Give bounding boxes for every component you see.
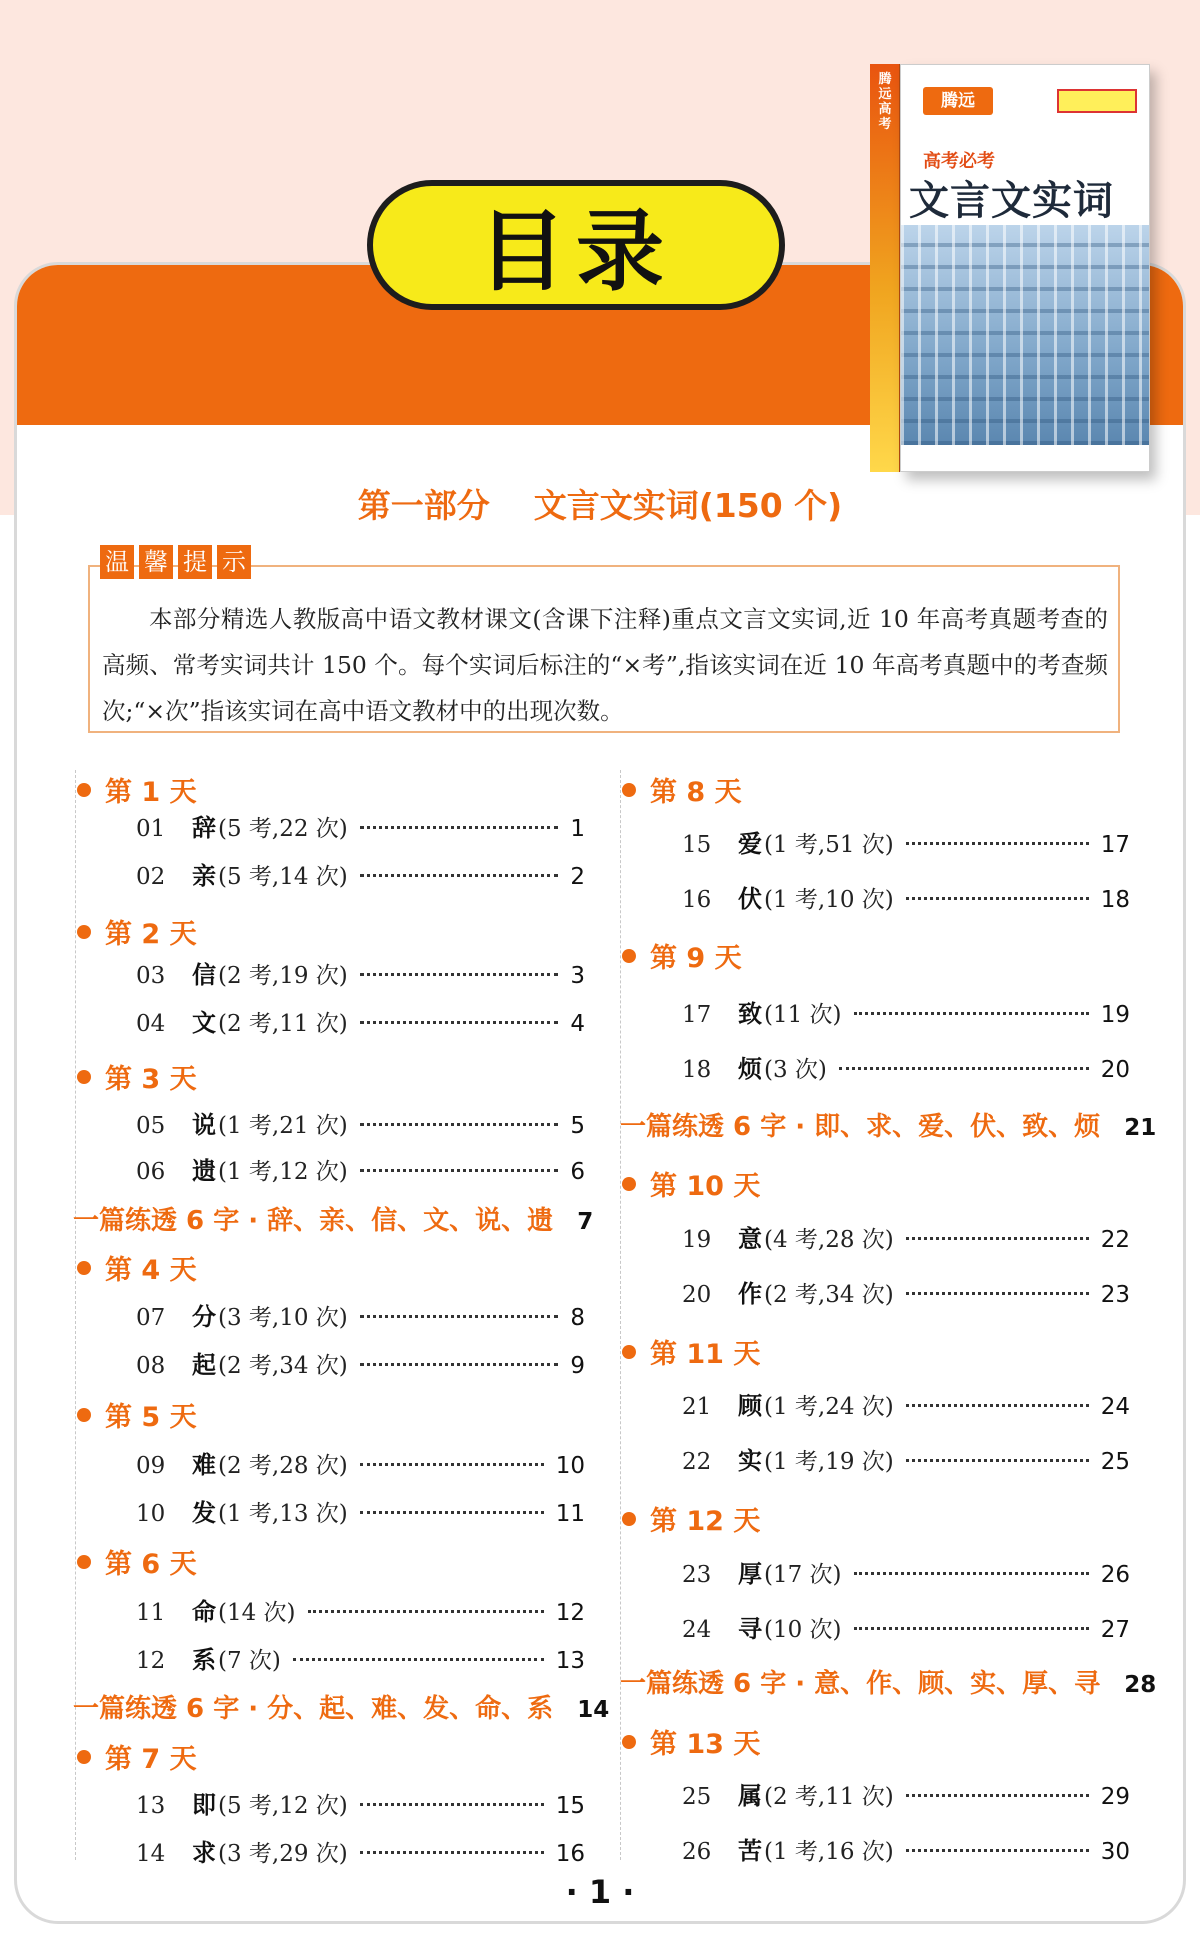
day-label: 第 11 天 — [650, 1339, 761, 1370]
entry-number: 16 — [682, 887, 712, 913]
practice-page-number: 28 — [1124, 1672, 1157, 1698]
entry-word: 命 — [192, 1598, 216, 1626]
tip-label-char: 温 — [100, 545, 134, 579]
entry-number: 02 — [136, 864, 166, 890]
entry-page-number: 27 — [1100, 1617, 1130, 1643]
entry-page-number: 12 — [555, 1600, 585, 1626]
day-label: 第 1 天 — [105, 777, 197, 808]
part-title: 文言文实词(150 个) — [533, 486, 843, 525]
entry-number: 09 — [136, 1453, 166, 1479]
bullet-dot-icon — [77, 1555, 91, 1569]
entry-word: 说 — [192, 1111, 216, 1139]
tip-text: 本部分精选人教版高中语文教材课文(含课下注释)重点文言文实词,近 10 年高考真题考查的高频、常考实词共计 150 个。每个实词后标注的“×考”,指该实词在近 10 年高考真题中的考查频次;“×次”指该实词在高中语文教材中的出现次数。 — [102, 605, 1108, 725]
entry-word: 文 — [192, 1009, 216, 1037]
tip-label — [100, 545, 256, 579]
entry-page-number: 30 — [1100, 1839, 1130, 1865]
entry-frequency: (1 考,51 次) — [764, 832, 894, 858]
entry-word: 难 — [192, 1451, 216, 1479]
entry-frequency: (2 考,11 次) — [218, 1011, 348, 1037]
entry-word: 分 — [192, 1303, 216, 1331]
bullet-dot-icon — [77, 1408, 91, 1422]
entry-page-number: 26 — [1100, 1562, 1130, 1588]
entry-frequency: (4 考,28 次) — [764, 1227, 894, 1253]
entry-frequency: (5 考,12 次) — [218, 1793, 348, 1819]
entry-frequency: (3 考,10 次) — [218, 1305, 348, 1331]
practice-title: 一篇练透 6 字 · 即、求、爱、伏、致、烦 — [620, 1112, 1101, 1142]
entry-page-number: 11 — [555, 1501, 585, 1527]
entry-frequency: (1 考,13 次) — [218, 1501, 348, 1527]
entry-number: 11 — [136, 1600, 166, 1626]
book-spine — [870, 64, 900, 472]
entry-word: 即 — [192, 1791, 216, 1819]
book-front — [900, 64, 1150, 472]
toc-entry[interactable] — [75, 1493, 585, 1528]
book-maze-illustration — [901, 225, 1150, 445]
entry-number: 07 — [136, 1305, 166, 1331]
entry-number: 22 — [682, 1449, 712, 1475]
dot-leader — [906, 1459, 1089, 1462]
practice-title: 一篇练透 6 字 · 辞、亲、信、文、说、遗 — [73, 1206, 554, 1236]
dot-leader — [854, 1572, 1089, 1575]
dot-leader — [360, 1851, 544, 1854]
toc-entry[interactable] — [75, 1592, 585, 1627]
entry-frequency: (1 考,21 次) — [218, 1113, 348, 1139]
bullet-dot-icon — [77, 1070, 91, 1084]
entry-page-number: 3 — [570, 963, 585, 989]
day-heading — [622, 1722, 1130, 1761]
entry-frequency: (2 考,34 次) — [218, 1353, 348, 1379]
dot-leader — [906, 842, 1089, 845]
entry-page-number: 13 — [555, 1648, 585, 1674]
practice-title: 一篇练透 6 字 · 分、起、难、发、命、系 — [73, 1694, 554, 1724]
day-heading — [77, 1248, 585, 1287]
practice-entry[interactable] — [73, 1200, 594, 1237]
entry-number: 04 — [136, 1011, 166, 1037]
dot-leader — [906, 1404, 1089, 1407]
day-label: 第 4 天 — [105, 1255, 197, 1286]
book-title: 文言文实词 — [909, 178, 1114, 224]
book-logo: 腾远 — [923, 87, 993, 115]
entry-frequency: (3 考,29 次) — [218, 1841, 348, 1867]
entry-frequency: (3 次) — [764, 1057, 827, 1083]
entry-word: 求 — [192, 1839, 216, 1867]
entry-frequency: (1 考,12 次) — [218, 1159, 348, 1185]
day-heading — [77, 1057, 585, 1096]
day-heading — [622, 1332, 1130, 1371]
entry-page-number: 1 — [570, 816, 585, 842]
toc-entry[interactable] — [620, 824, 1130, 859]
entry-page-number: 15 — [555, 1793, 585, 1819]
book-footer — [901, 445, 1150, 472]
entry-number: 18 — [682, 1057, 712, 1083]
part-heading — [0, 480, 1200, 527]
practice-page-number: 7 — [577, 1209, 594, 1235]
entry-frequency: (5 考,22 次) — [218, 816, 348, 842]
tip-label-char: 提 — [178, 545, 212, 579]
toc-entry[interactable] — [75, 1105, 585, 1140]
day-label: 第 8 天 — [650, 777, 742, 808]
entry-frequency: (1 考,16 次) — [764, 1839, 894, 1865]
entry-word: 实 — [738, 1447, 762, 1475]
entry-frequency: (1 考,19 次) — [764, 1449, 894, 1475]
dot-leader — [360, 1123, 559, 1126]
entry-page-number: 29 — [1100, 1784, 1130, 1810]
book-tag-badge — [1057, 89, 1137, 113]
entry-number: 20 — [682, 1282, 712, 1308]
entry-word: 作 — [738, 1280, 762, 1308]
day-heading — [77, 1737, 585, 1776]
book-spine-text: 腾远高考 — [878, 72, 892, 132]
page-number: · 1 · — [565, 1873, 635, 1911]
dot-leader — [360, 1363, 559, 1366]
entry-number: 13 — [136, 1793, 166, 1819]
entry-page-number: 6 — [570, 1159, 585, 1185]
tip-label-char: 示 — [217, 545, 251, 579]
entry-number: 17 — [682, 1002, 712, 1028]
day-heading — [622, 1499, 1130, 1538]
toc-entry[interactable] — [620, 1274, 1130, 1309]
entry-number: 26 — [682, 1839, 712, 1865]
bullet-dot-icon — [622, 1345, 636, 1359]
dot-leader — [839, 1067, 1089, 1070]
entry-frequency: (1 考,10 次) — [764, 887, 894, 913]
entry-word: 信 — [192, 961, 216, 989]
toc-entry[interactable] — [75, 1833, 585, 1868]
toc-entry[interactable] — [75, 1003, 585, 1038]
entry-word: 伏 — [738, 885, 762, 913]
dot-leader — [293, 1658, 544, 1661]
day-label: 第 13 天 — [650, 1729, 761, 1760]
toc-entry[interactable] — [620, 1441, 1130, 1476]
day-heading — [622, 770, 1130, 809]
day-label: 第 12 天 — [650, 1506, 761, 1537]
toc-entry[interactable] — [620, 1554, 1130, 1589]
entry-word: 属 — [738, 1782, 762, 1810]
dot-leader — [360, 1511, 544, 1514]
book-cover-image — [870, 64, 1150, 472]
entry-page-number: 23 — [1100, 1282, 1130, 1308]
bullet-dot-icon — [622, 1735, 636, 1749]
bullet-dot-icon — [77, 1750, 91, 1764]
dot-leader — [906, 1292, 1089, 1295]
page-title: 目录 — [477, 200, 674, 303]
toc-entry[interactable] — [75, 1640, 585, 1675]
entry-word: 遗 — [192, 1157, 216, 1185]
entry-page-number: 19 — [1100, 1002, 1130, 1028]
day-heading — [622, 936, 1130, 975]
dot-leader — [308, 1610, 544, 1613]
entry-word: 苦 — [738, 1837, 762, 1865]
bullet-dot-icon — [77, 1261, 91, 1275]
dot-leader — [360, 1463, 544, 1466]
toc-entry[interactable] — [620, 994, 1130, 1029]
entry-number: 15 — [682, 832, 712, 858]
dot-leader — [360, 1315, 559, 1318]
dot-leader — [360, 973, 559, 976]
entry-frequency: (2 考,19 次) — [218, 963, 348, 989]
entry-page-number: 18 — [1100, 887, 1130, 913]
entry-number: 23 — [682, 1562, 712, 1588]
entry-word: 烦 — [738, 1055, 762, 1083]
entry-number: 14 — [136, 1841, 166, 1867]
entry-frequency: (11 次) — [764, 1002, 842, 1028]
dot-leader — [906, 897, 1089, 900]
toc-entry[interactable] — [620, 1219, 1130, 1254]
practice-entry[interactable] — [73, 1688, 610, 1725]
entry-number: 19 — [682, 1227, 712, 1253]
entry-word: 寻 — [738, 1615, 762, 1643]
entry-number: 01 — [136, 816, 166, 842]
entry-frequency: (7 次) — [218, 1648, 281, 1674]
entry-number: 21 — [682, 1394, 712, 1420]
entry-number: 10 — [136, 1501, 166, 1527]
dot-leader — [360, 1803, 544, 1806]
entry-number: 05 — [136, 1113, 166, 1139]
entry-frequency: (17 次) — [764, 1562, 842, 1588]
toc-entry[interactable] — [620, 1831, 1130, 1866]
day-label: 第 6 天 — [105, 1549, 197, 1580]
toc-entry[interactable] — [75, 955, 585, 990]
entry-frequency: (5 考,14 次) — [218, 864, 348, 890]
entry-word: 亲 — [192, 862, 216, 890]
bullet-dot-icon — [622, 783, 636, 797]
dot-leader — [906, 1849, 1089, 1852]
page-title-badge — [367, 180, 785, 310]
entry-page-number: 20 — [1100, 1057, 1130, 1083]
entry-frequency: (1 考,24 次) — [764, 1394, 894, 1420]
day-label: 第 2 天 — [105, 919, 197, 950]
toc-entry[interactable] — [75, 1785, 585, 1820]
toc-entry[interactable] — [75, 1345, 585, 1380]
entry-frequency: (2 考,11 次) — [764, 1784, 894, 1810]
dot-leader — [854, 1627, 1089, 1630]
entry-frequency: (2 考,34 次) — [764, 1282, 894, 1308]
toc-entry[interactable] — [75, 1445, 585, 1480]
toc-entry[interactable] — [620, 1609, 1130, 1644]
practice-entry[interactable] — [620, 1663, 1157, 1700]
entry-word: 起 — [192, 1351, 216, 1379]
bullet-dot-icon — [77, 783, 91, 797]
practice-title: 一篇练透 6 字 · 意、作、顾、实、厚、寻 — [620, 1669, 1101, 1699]
entry-word: 顾 — [738, 1392, 762, 1420]
dot-leader — [854, 1012, 1089, 1015]
entry-number: 25 — [682, 1784, 712, 1810]
toc-entry[interactable] — [75, 1151, 585, 1186]
day-heading — [622, 1164, 1130, 1203]
bullet-dot-icon — [622, 949, 636, 963]
day-label: 第 10 天 — [650, 1171, 761, 1202]
entry-page-number: 25 — [1100, 1449, 1130, 1475]
dot-leader — [360, 1169, 559, 1172]
day-heading — [77, 912, 585, 951]
toc-entry[interactable] — [75, 808, 585, 843]
book-subtitle: 高考必考 — [923, 151, 995, 172]
entry-number: 06 — [136, 1159, 166, 1185]
toc-entry[interactable] — [620, 1049, 1130, 1084]
entry-word: 厚 — [738, 1560, 762, 1588]
day-label: 第 9 天 — [650, 943, 742, 974]
part-label: 第一部分 — [357, 486, 490, 525]
entry-word: 意 — [738, 1225, 762, 1253]
entry-word: 系 — [192, 1646, 216, 1674]
entry-frequency: (10 次) — [764, 1617, 842, 1643]
entry-page-number: 10 — [555, 1453, 585, 1479]
practice-entry[interactable] — [620, 1106, 1157, 1143]
entry-page-number: 8 — [570, 1305, 585, 1331]
entry-page-number: 4 — [570, 1011, 585, 1037]
bullet-dot-icon — [622, 1512, 636, 1526]
entry-word: 发 — [192, 1499, 216, 1527]
bullet-dot-icon — [77, 925, 91, 939]
entry-page-number: 9 — [570, 1353, 585, 1379]
day-heading — [77, 770, 585, 809]
toc-entry[interactable] — [75, 856, 585, 891]
toc-entry[interactable] — [75, 1297, 585, 1332]
entry-number: 24 — [682, 1617, 712, 1643]
entry-word: 爱 — [738, 830, 762, 858]
entry-frequency: (2 考,28 次) — [218, 1453, 348, 1479]
bullet-dot-icon — [622, 1177, 636, 1191]
practice-page-number: 14 — [577, 1697, 610, 1723]
day-label: 第 5 天 — [105, 1402, 197, 1433]
dot-leader — [360, 826, 559, 829]
entry-word: 致 — [738, 1000, 762, 1028]
day-label: 第 7 天 — [105, 1744, 197, 1775]
day-label: 第 3 天 — [105, 1064, 197, 1095]
entry-number: 12 — [136, 1648, 166, 1674]
entry-page-number: 16 — [555, 1841, 585, 1867]
entry-word: 辞 — [192, 814, 216, 842]
entry-page-number: 17 — [1100, 832, 1130, 858]
entry-number: 08 — [136, 1353, 166, 1379]
dot-leader — [906, 1237, 1089, 1240]
toc-entry[interactable] — [620, 1776, 1130, 1811]
dot-leader — [906, 1794, 1089, 1797]
practice-page-number: 21 — [1124, 1115, 1157, 1141]
tip-label-char: 馨 — [139, 545, 173, 579]
dot-leader — [360, 1021, 559, 1024]
entry-frequency: (14 次) — [218, 1600, 296, 1626]
entry-page-number: 22 — [1100, 1227, 1130, 1253]
dot-leader — [360, 874, 559, 877]
entry-number: 03 — [136, 963, 166, 989]
day-heading — [77, 1542, 585, 1581]
entry-page-number: 24 — [1100, 1394, 1130, 1420]
day-heading — [77, 1395, 585, 1434]
entry-page-number: 5 — [570, 1113, 585, 1139]
toc-entry[interactable] — [620, 879, 1130, 914]
entry-page-number: 2 — [570, 864, 585, 890]
toc-entry[interactable] — [620, 1386, 1130, 1421]
